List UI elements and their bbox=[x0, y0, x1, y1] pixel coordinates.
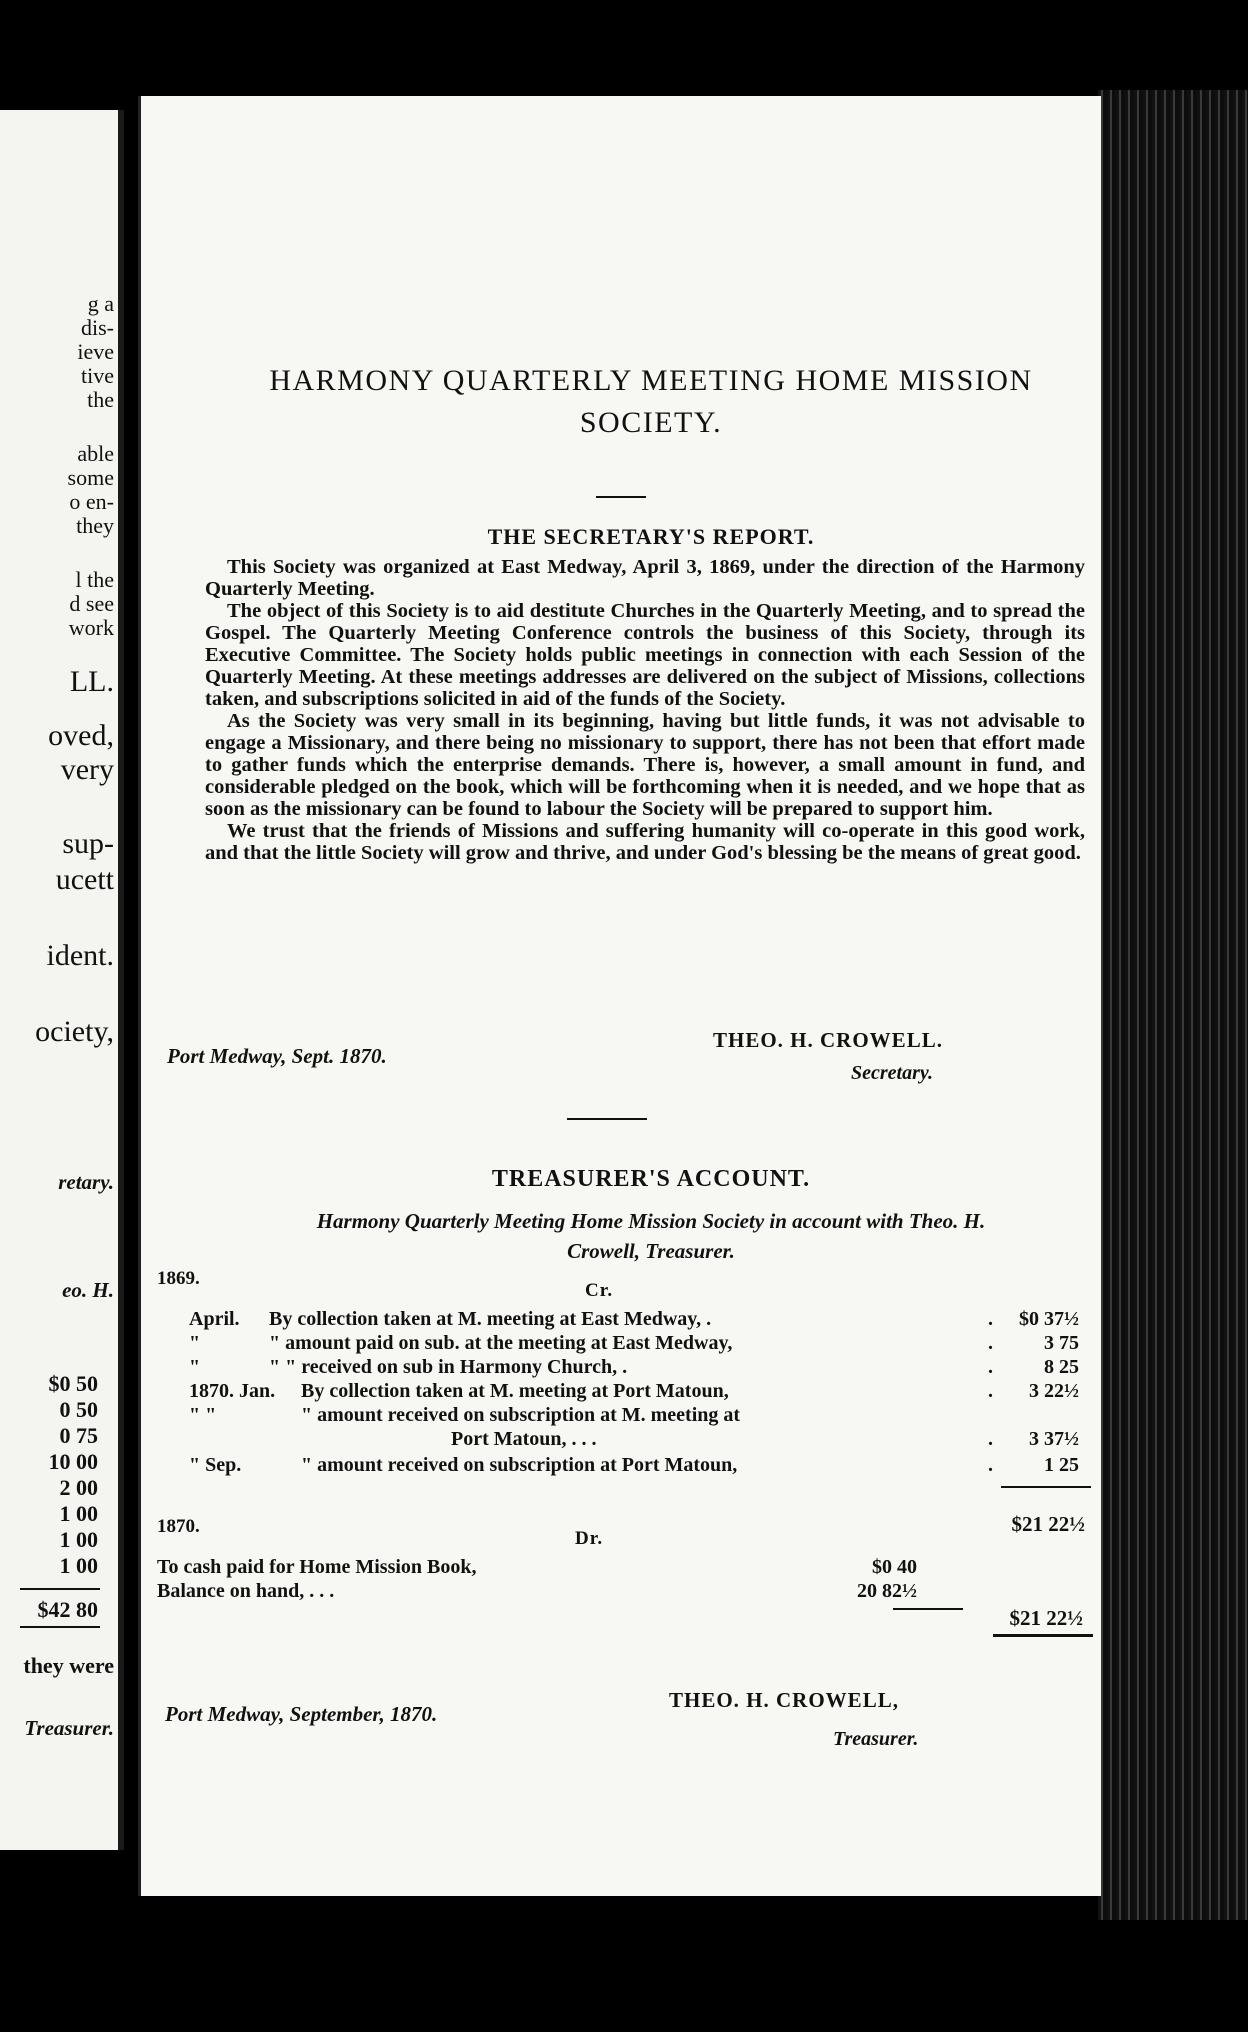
row-leader: . bbox=[988, 1308, 993, 1330]
debit-year: 1870. bbox=[157, 1516, 200, 1537]
row-description: By collection taken at M. meeting at East Medway, . bbox=[269, 1308, 712, 1330]
left-amount: 10 00 bbox=[48, 1449, 98, 1474]
title-line-2: SOCIETY. bbox=[579, 406, 723, 439]
report-paragraph: The object of this Society is to aid destitute Churches in the Quarterly Meeting, and to spread the Gospel. The Quarterly Meeting Conference controls the business of this Society, through its Executive Committee. The Society holds public meetings in connection with each Session of the Quarterly Meeting. At these meetings addresses are delivered on the subject of Missions, collections taken, and subscriptions solicited in aid of the funds of the Society. bbox=[205, 600, 1085, 710]
double-rule bbox=[993, 1634, 1093, 1637]
left-text-fragment: sup- bbox=[62, 827, 114, 860]
left-text-fragment: they were bbox=[23, 1653, 114, 1678]
divider bbox=[567, 1118, 647, 1120]
row-amount: $0 37½ bbox=[1019, 1308, 1079, 1330]
row-date: " Sep. bbox=[189, 1454, 242, 1476]
left-amount: 1 00 bbox=[59, 1527, 98, 1552]
row-description: " amount received on subscription at M. meeting at bbox=[301, 1404, 741, 1426]
credit-row bbox=[189, 1404, 1089, 1428]
debit-column-label: Dr. bbox=[575, 1528, 604, 1549]
left-sum-rule bbox=[20, 1626, 100, 1628]
treasurer-role: Treasurer. bbox=[833, 1728, 919, 1750]
left-text-fragment: ucett bbox=[55, 863, 114, 896]
title-line-1: HARMONY QUARTERLY MEETING HOME MISSION bbox=[269, 364, 1033, 397]
debit-sum-rule bbox=[893, 1608, 963, 1610]
row-leader: . bbox=[988, 1454, 993, 1476]
secretary-report-body bbox=[205, 556, 1085, 864]
left-text-fragment: LL. bbox=[69, 665, 114, 698]
row-leader: . bbox=[988, 1332, 993, 1354]
account-intro-line-1: Harmony Quarterly Meeting Home Mission Society in account with Theo. H. bbox=[316, 1209, 986, 1233]
row-leader: . bbox=[988, 1380, 993, 1402]
left-text-fragment: o en- bbox=[69, 489, 114, 514]
credit-column-label: Cr. bbox=[585, 1280, 614, 1301]
book-page bbox=[138, 96, 1101, 1896]
row-description: To cash paid for Home Mission Book, bbox=[157, 1556, 477, 1578]
page-edges bbox=[1098, 90, 1248, 1920]
debit-total: $21 22½ bbox=[1009, 1606, 1083, 1630]
left-sum-rule bbox=[20, 1588, 100, 1590]
page-title bbox=[201, 360, 1101, 444]
row-amount: 3 37½ bbox=[1029, 1428, 1079, 1450]
left-text-fragment: some bbox=[67, 465, 114, 490]
left-amount: 1 00 bbox=[59, 1553, 98, 1578]
secretary-place-date: Port Medway, Sept. 1870. bbox=[167, 1044, 387, 1068]
debit-row bbox=[157, 1556, 1057, 1580]
row-description: By collection taken at M. meeting at Port Matoun, bbox=[301, 1380, 729, 1402]
row-date: " bbox=[189, 1332, 201, 1354]
credit-row bbox=[189, 1454, 1089, 1478]
left-total: $42 80 bbox=[37, 1597, 98, 1622]
left-text-fragment: ociety, bbox=[35, 1015, 114, 1048]
treasurer-place-date: Port Medway, September, 1870. bbox=[165, 1702, 438, 1726]
row-description: " amount paid on sub. at the meeting at East Medway, bbox=[269, 1332, 733, 1354]
left-text-fragment: d see bbox=[69, 591, 114, 616]
left-text-fragment: Treasurer. bbox=[24, 1716, 114, 1740]
credit-row bbox=[189, 1428, 1089, 1452]
secretary-report-heading: THE SECRETARY'S REPORT. bbox=[487, 524, 815, 549]
row-amount: 3 22½ bbox=[1029, 1380, 1079, 1402]
row-date: April. bbox=[189, 1308, 240, 1330]
credit-sum-rule bbox=[1001, 1486, 1091, 1488]
credit-total: $21 22½ bbox=[1011, 1512, 1085, 1536]
row-amount: 20 82½ bbox=[857, 1580, 917, 1602]
row-description: Balance on hand, . . . bbox=[157, 1580, 335, 1602]
credit-row bbox=[189, 1356, 1089, 1380]
left-text-fragment: retary. bbox=[58, 1170, 114, 1194]
treasurer-signature: THEO. H. CROWELL, bbox=[669, 1688, 899, 1712]
row-leader: . bbox=[988, 1356, 993, 1378]
row-amount: 1 25 bbox=[1044, 1454, 1079, 1476]
left-text-fragment: ieve bbox=[77, 339, 114, 364]
left-text-fragment: g a bbox=[87, 291, 114, 316]
left-text-fragment: able bbox=[77, 441, 114, 466]
row-date: 1870. Jan. bbox=[189, 1380, 276, 1402]
left-amount: 0 75 bbox=[59, 1423, 98, 1448]
left-amount: 1 00 bbox=[59, 1501, 98, 1526]
row-description: Port Matoun, . . . bbox=[451, 1428, 597, 1450]
row-leader: . bbox=[988, 1428, 993, 1450]
credit-year: 1869. bbox=[157, 1268, 200, 1289]
left-text-fragment: dis- bbox=[81, 315, 114, 340]
row-amount: 8 25 bbox=[1044, 1356, 1079, 1378]
account-intro bbox=[201, 1206, 1101, 1266]
row-description: " amount received on subscription at Port Matoun, bbox=[301, 1454, 738, 1476]
credit-row bbox=[189, 1308, 1089, 1332]
secretary-signature: THEO. H. CROWELL. bbox=[713, 1028, 943, 1052]
left-amount: $0 50 bbox=[48, 1371, 98, 1396]
report-paragraph: As the Society was very small in its beginning, having but little funds, it was not advisable to engage a Missionary, and there being no missionary to support, there has not been that effort made to gather funds which the enterprise demands. There is, however, a small amount in fund, and considerable pledged on the book, which will be forthcoming when it is needed, and we hope that as soon as the missionary can be found to labour the Society will be prepared to support him. bbox=[205, 710, 1085, 820]
left-page-fragment bbox=[0, 110, 124, 1850]
secretary-role: Secretary. bbox=[851, 1062, 934, 1084]
left-text-fragment: they bbox=[76, 513, 114, 538]
left-text-fragment: the bbox=[87, 387, 114, 412]
debit-row bbox=[157, 1580, 1057, 1604]
left-text-fragment: l the bbox=[75, 567, 114, 592]
credit-row bbox=[189, 1332, 1089, 1356]
report-paragraph: We trust that the friends of Missions and suffering humanity will co-operate in this good work, and that the little Society will grow and thrive, and under God's blessing be the means of great good. bbox=[205, 820, 1085, 864]
report-paragraph: This Society was organized at East Medway, April 3, 1869, under the direction of the Harmony Quarterly Meeting. bbox=[205, 556, 1085, 600]
left-amount: 0 50 bbox=[59, 1397, 98, 1422]
divider bbox=[596, 496, 646, 498]
left-text-fragment: work bbox=[68, 615, 114, 640]
row-amount: 3 75 bbox=[1044, 1332, 1079, 1354]
treasurer-account-heading: TREASURER'S ACCOUNT. bbox=[491, 1166, 811, 1192]
left-text-fragment: tive bbox=[81, 363, 114, 388]
left-text-fragment: very bbox=[60, 753, 114, 786]
left-amount: 2 00 bbox=[59, 1475, 98, 1500]
left-text-fragment: eo. H. bbox=[62, 1278, 114, 1302]
account-intro-line-2: Crowell, Treasurer. bbox=[567, 1239, 735, 1263]
row-date: " " bbox=[189, 1404, 217, 1426]
row-amount: $0 40 bbox=[872, 1556, 917, 1578]
left-text-fragment: oved, bbox=[48, 719, 114, 752]
left-text-fragment: ident. bbox=[46, 939, 114, 972]
credit-row bbox=[189, 1380, 1089, 1404]
row-date: " bbox=[189, 1356, 201, 1378]
row-description: " " received on sub in Harmony Church, . bbox=[269, 1356, 628, 1378]
